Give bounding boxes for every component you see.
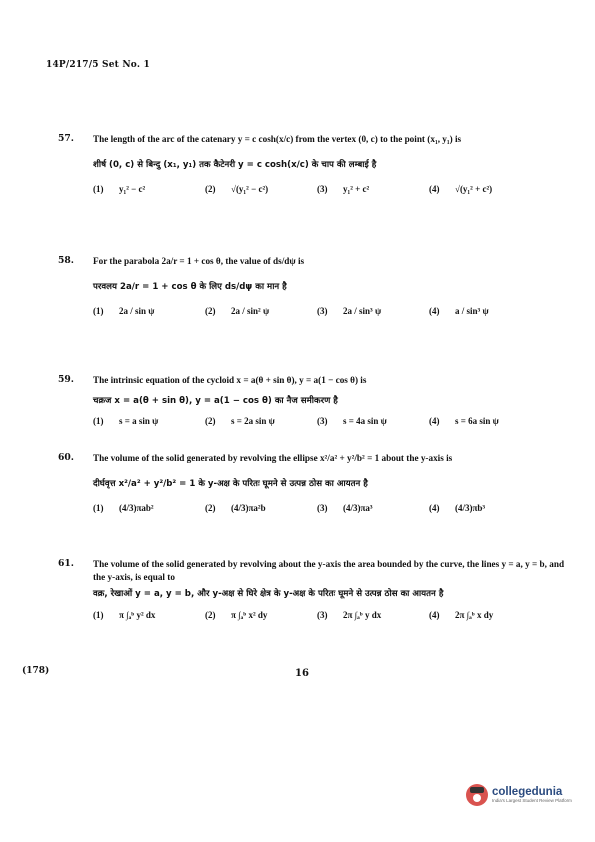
page-number: 16 <box>295 668 309 679</box>
option-3: (3) 2a / sin³ ψ <box>317 306 382 316</box>
question-text-english: The length of the arc of the catenary y = c cosh(x/c) from the vertex (0, c) to the point (x₁, y₁) is <box>93 134 462 144</box>
option-2: (2) (4/3)πa²b <box>205 503 266 513</box>
option-1: (1) (4/3)πab² <box>93 503 154 513</box>
options-list <box>93 416 566 426</box>
question-text-hindi: दीर्घवृत्त x²/a² + y²/b² = 1 के y-अक्ष के परितः घूमने से उत्पन्न ठोस का आयतन है <box>93 479 368 489</box>
footer-code: (178) <box>22 666 50 676</box>
option-2: (2) √(y₁² − c²) <box>205 184 269 194</box>
option-2: (2) s = 2a sin ψ <box>205 416 275 426</box>
option-1: (1) y₁² − c² <box>93 184 146 194</box>
question-text-hindi: चक्रज x = a(θ + sin θ), y = a(1 − cos θ) का नैज समीकरण है <box>93 396 338 406</box>
question-number: 57. <box>58 133 74 144</box>
option-2: (2) 2a / sin² ψ <box>205 306 270 316</box>
question-number: 61. <box>58 558 74 569</box>
option-1: (1) s = a sin ψ <box>93 416 159 426</box>
question-text-english: For the parabola 2a/r = 1 + cos θ, the value of ds/dψ is <box>93 256 305 266</box>
option-4: (4) (4/3)πb³ <box>429 503 486 513</box>
option-4: (4) a / sin³ ψ <box>429 306 489 316</box>
option-3: (3) (4/3)πa³ <box>317 503 373 513</box>
options-list <box>93 306 566 316</box>
question-text-hindi: वक्र, रेखाओं y = a, y = b, और y-अक्ष से घिरे क्षेत्र के y-अक्ष के परितः घूमने से उत्पन्न ठोस का आयतन है <box>93 589 444 599</box>
question-57 <box>58 133 566 194</box>
brand-tagline: India's Largest Student Review Platform <box>492 798 572 803</box>
question-number: 58. <box>58 255 74 266</box>
option-4: (4) 2π ∫ₐᵇ x dy <box>429 610 494 620</box>
option-2: (2) π ∫ₐᵇ x² dy <box>205 610 268 620</box>
option-4: (4) s = 6a sin ψ <box>429 416 499 426</box>
options-list <box>93 610 566 620</box>
brand-name: collegedunia <box>492 786 563 798</box>
question-text-hindi: परवलय 2a/r = 1 + cos θ के लिए ds/dψ का मान है <box>93 282 287 292</box>
question-text-hindi: शीर्ष (0, c) से बिन्दु (x₁, y₁) तक कैटेनरी y = c cosh(x/c) के चाप की लम्बाई है <box>93 160 377 170</box>
options-list <box>93 184 566 194</box>
question-58 <box>58 255 566 316</box>
question-number: 60. <box>58 452 74 463</box>
question-text-english: The volume of the solid generated by revolving the ellipse x²/a² + y²/b² = 1 about the y-axis is <box>93 453 453 463</box>
option-1: (1) π ∫ₐᵇ y² dx <box>93 610 156 620</box>
option-3: (3) y₁² + c² <box>317 184 370 194</box>
question-60 <box>58 452 566 513</box>
option-3: (3) s = 4a sin ψ <box>317 416 387 426</box>
question-text-english: The volume of the solid generated by revolving about the y-axis the area bounded by the curve, the lines y = a, y = b, and the y-axis, is equal to <box>93 559 565 582</box>
option-3: (3) 2π ∫ₐᵇ y dx <box>317 610 382 620</box>
graduation-cap-logo-icon <box>466 784 488 806</box>
question-59 <box>58 374 566 426</box>
options-list <box>93 503 566 513</box>
option-1: (1) 2a / sin ψ <box>93 306 155 316</box>
option-4: (4) √(y₁² + c²) <box>429 184 493 194</box>
question-text-english: The intrinsic equation of the cycloid x = a(θ + sin θ), y = a(1 − cos θ) is <box>93 375 367 385</box>
paper-code: 14P/217/5 Set No. 1 <box>46 60 150 70</box>
question-number: 59. <box>58 374 74 385</box>
brand-watermark <box>466 780 576 810</box>
question-61 <box>58 558 566 620</box>
